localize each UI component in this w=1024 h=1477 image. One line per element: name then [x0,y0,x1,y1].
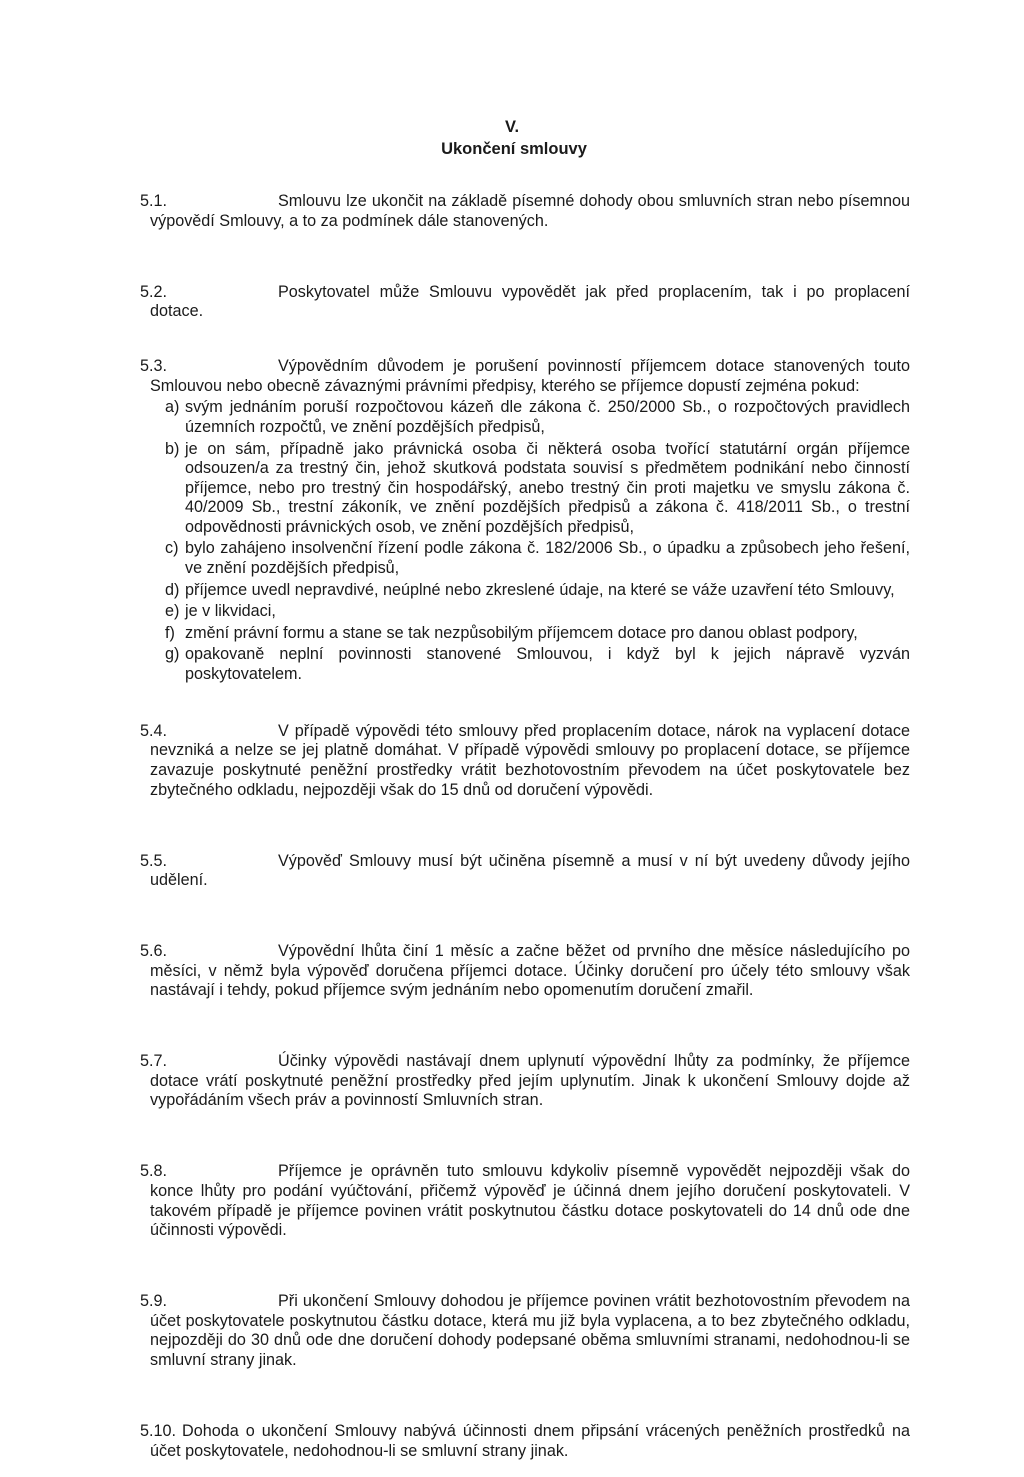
paragraph-number: 5.1. [140,192,168,211]
paragraph-text: Účinky výpovědi nastávají dnem uplynutí výpovědní lhůty za podmínky, že příjemce dotace vrátí poskytnuté peněžní prostředky před jejím uplynutím. Jinak k ukončení Smlouvy dojde až vypořádáním všech práv a povinností Smluvních stran. [150,1052,910,1110]
paragraph-text: Příjemce je oprávněn tuto smlouvu kdykoliv písemně vypovědět nejpozději však do konce lhůty pro podání vyúčtování, přičemž výpověď je účinná dnem jejího doručení poskytovateli. V takovém případě je příjemce povinen vrátit poskytnutou částku dotace poskytovateli do 14 dnů ode dne účinnosti výpovědi. [150,1162,910,1240]
paragraph-text: Výpovědní lhůta činí 1 měsíc a začne běžet od prvního dne měsíce následujícího po měsíci, v němž byla výpověď doručena příjemci dotace. Účinky doručení pro účely této smlouvy však nastávají i tehdy, pokud příjemce svým jednáním nebo opomenutím doručení zmařil. [150,942,910,1000]
paragraph-5-10 [140,1422,910,1461]
list-item: g) opakovaně neplní povinnosti stanovené Smlouvou, i když byl k jejich nápravě vyzván poskytovatelem. [165,645,910,684]
section-heading [0,116,1024,160]
document-body [140,176,910,1477]
list-item: d) příjemce uvedl nepravdivé, neúplné nebo zkreslené údaje, na které se váže uzavření této Smlouvy, [165,580,895,599]
paragraph-text: V případě výpovědi této smlouvy před proplacením dotace, nárok na vyplacení dotace nevzniká a nelze se jej platně domáhat. V případě výpovědi smlouvy po proplacení dotace, se příjemce zavazuje poskytnuté peněžní prostředky vrátit bezhotovostním převodem na účet poskytovatele bez zbytečného odkladu, nejpozději však do 15 dnů od doručení výpovědi. [150,721,910,799]
paragraph-text: Výpověď Smlouvy musí být učiněna písemně a musí v ní být uvedeny důvody jejího udělení. [150,851,910,890]
paragraph-text: Poskytovatel může Smlouvu vypovědět jak před proplacením, tak i po proplacení dotace. [150,282,910,321]
paragraph-5-8 [140,1162,910,1240]
list-item: f) změní právní formu a stane se tak nezpůsobilým příjemcem dotace pro danou oblast podpory, [165,623,858,642]
paragraph-number: 5.9. [140,1292,168,1311]
paragraph-5-9 [140,1292,910,1370]
reasons-list [140,398,910,684]
paragraph-number: 5.3. [140,357,168,376]
paragraph-number: 5.4. [140,721,168,740]
paragraph-5-5 [140,852,910,891]
paragraph-number: 5.2. [140,282,168,301]
paragraph-text: Při ukončení Smlouvy dohodou je příjemce povinen vrátit bezhotovostním převodem na účet poskytovatele poskytnutou částku dotace, která mu již byla vyplacena, a to bez zbytečného odkladu, nejpozději do 30 dnů ode dne doručení dohody podepsané oběma smluvními stranami, nedohodnou-li se smluvní strany jinak. [150,1292,910,1369]
paragraph-number: 5.7. [140,1052,168,1071]
list-item: e) je v likvidaci, [165,602,276,621]
paragraph-number: 5.10. [140,1421,177,1440]
paragraph-number: 5.5. [140,851,168,870]
section-roman-numeral: V. [504,118,520,136]
paragraph-text: Dohoda o ukončení Smlouvy nabývá účinnosti dnem připsání vrácených peněžních prostředků na účet poskytovatele, nedohodnou-li se smluvní strany jinak. [150,1421,910,1460]
paragraph-5-2 [140,283,910,322]
paragraph-5-1 [140,192,910,231]
paragraph-number: 5.6. [140,942,168,961]
list-item: c) bylo zahájeno insolvenční řízení podle zákona č. 182/2006 Sb., o úpadku a způsobech jeho řešení, ve znění pozdějších předpisů, [165,539,910,578]
list-item: a) svým jednáním poruší rozpočtovou kázeň dle zákona č. 250/2000 Sb., o rozpočtových pravidlech územních rozpočtů, ve znění pozdějších předpisů, [165,398,910,436]
paragraph-text: Výpovědním důvodem je porušení povinností příjemcem dotace stanovených touto Smlouvou nebo obecně závaznými právními předpisy, kterého se příjemce dopustí zejména pokud: [150,357,910,395]
section-title: Ukončení smlouvy [441,140,587,158]
list-item: b) je on sám, případně jako právnická osoba či některá osoba tvořící statutární orgán příjemce odsouzen/a za trestný čin, jehož skutková podstata souvisí s předmětem podnikání nebo činností příjemce, nebo pro trestný čin hospodářský, anebo trestný čin proti majetku ve smyslu zákona č. 40/2009 Sb., trestní zákoník, ve znění pozdějších předpisů a zákona č. 418/2011 Sb., o trestní odpovědnosti právnických osob, ve znění pozdějších předpisů, [165,439,910,536]
paragraph-5-4 [140,722,910,800]
paragraph-5-7 [140,1052,910,1111]
paragraph-number: 5.8. [140,1162,168,1181]
paragraph-5-3 [140,357,910,685]
paragraph-5-6 [140,942,910,1001]
paragraph-text: Smlouvu lze ukončit na základě písemné dohody obou smluvních stran nebo písemnou výpovědí Smlouvy, a to za podmínek dále stanovených. [150,192,910,230]
